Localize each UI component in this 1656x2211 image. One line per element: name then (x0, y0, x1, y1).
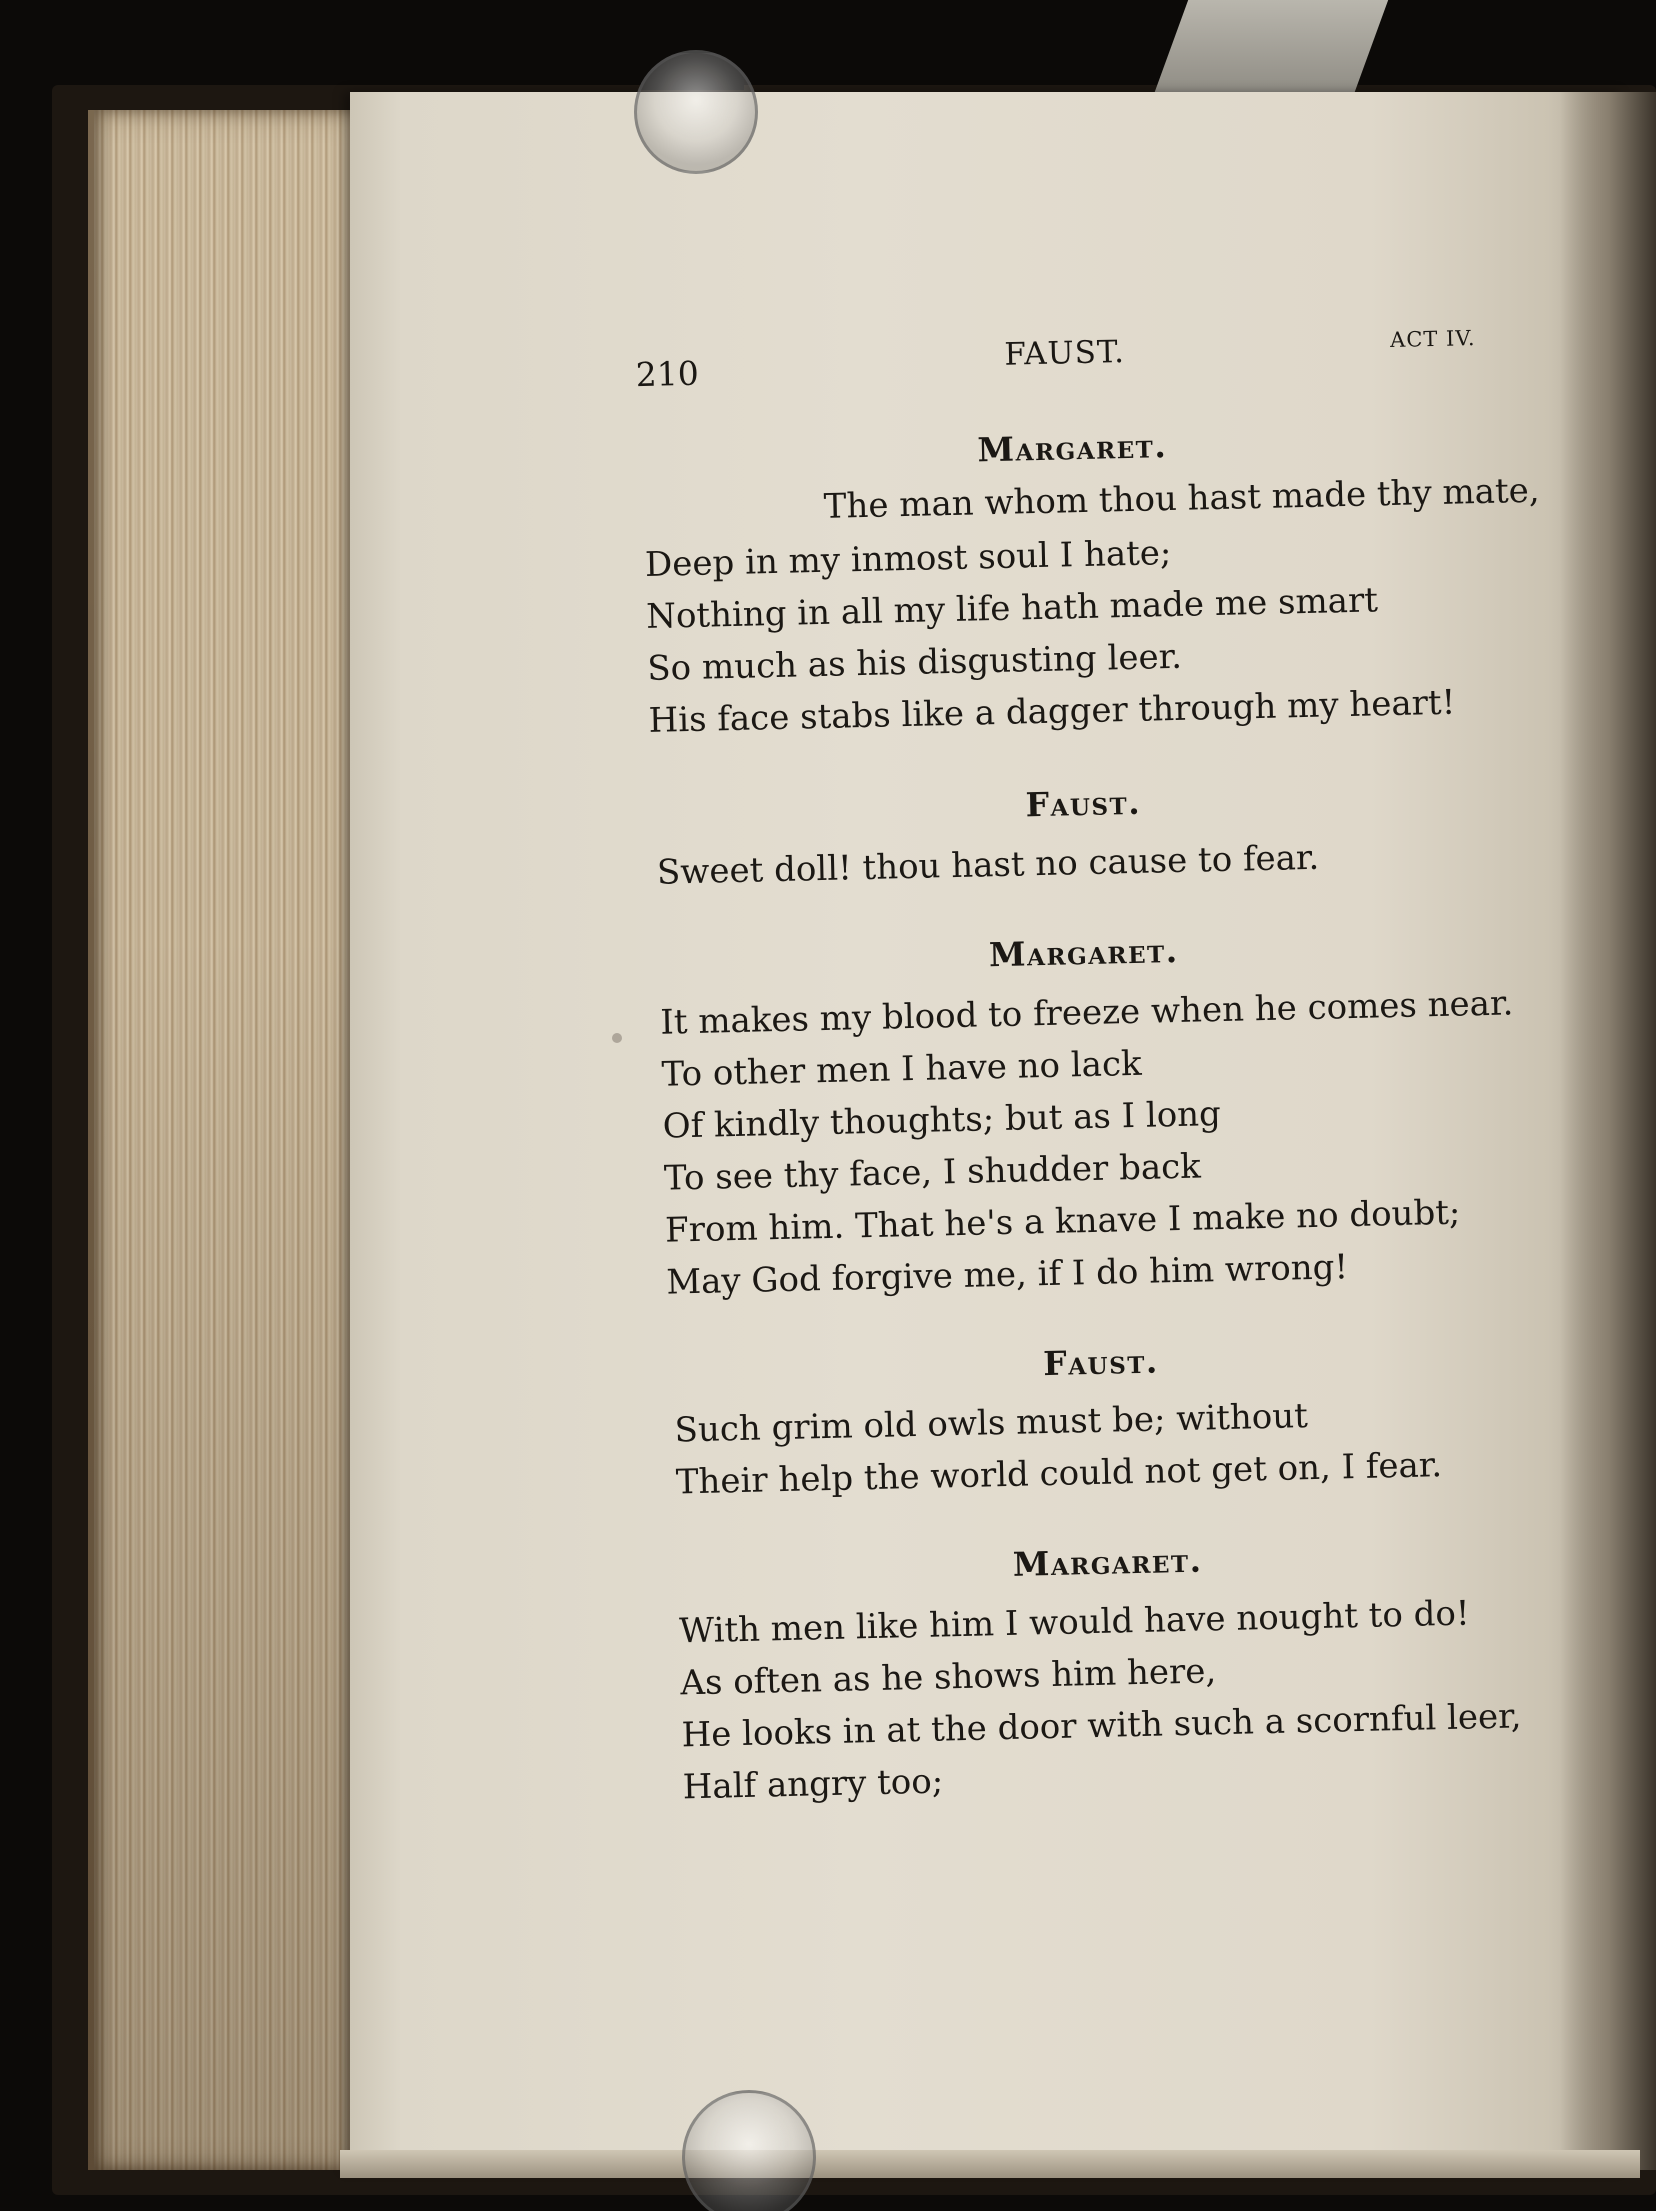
verse-line: As often as he shows him here, (679, 1651, 1217, 1704)
verse-line: To other men I have no lack (661, 1043, 1143, 1095)
verse-line: The man whom thou hast made thy mate, (823, 470, 1540, 527)
speaker-heading: Faust. (1042, 1341, 1160, 1384)
verse-line: With men like him I would have nought to do! (678, 1593, 1470, 1652)
verse-line: Half angry too; (682, 1761, 944, 1808)
speaker-heading: Margaret. (988, 930, 1180, 975)
page-number: 210 (635, 353, 700, 395)
verse-line: To see thy face, I shudder back (663, 1146, 1202, 1199)
verse-line: So much as his disgusting leer. (646, 636, 1183, 689)
speaker-heading: Margaret. (977, 426, 1168, 470)
speaker-heading: Margaret. (1012, 1540, 1203, 1584)
act-label: ACT IV. (1389, 326, 1476, 352)
verse-line: Of kindly thoughts; but as I long (662, 1094, 1222, 1147)
verse-line: May God forgive me, if I do him wrong! (665, 1247, 1349, 1303)
running-title: FAUST. (1003, 334, 1126, 373)
verse-line: It makes my blood to freeze when he comes near. (659, 983, 1514, 1043)
verse-line: Nothing in all my life hath made me smart (645, 580, 1379, 637)
verse-line: He looks in at the door with such a scornful leer, (681, 1696, 1522, 1756)
verse-line: His face stabs like a dagger through my heart! (648, 682, 1456, 741)
verse-line: Sweet doll! thou hast no cause to fear. (656, 837, 1320, 893)
verse-line: Their help the world could not get on, I fear. (675, 1445, 1443, 1503)
speaker-heading: Faust. (1025, 782, 1142, 825)
verse-line: From him. That he's a knave I make no doubt; (664, 1192, 1461, 1251)
verse-line: Such grim old owls must be; without (674, 1396, 1309, 1451)
verse-line: Deep in my inmost soul I hate; (644, 533, 1172, 585)
